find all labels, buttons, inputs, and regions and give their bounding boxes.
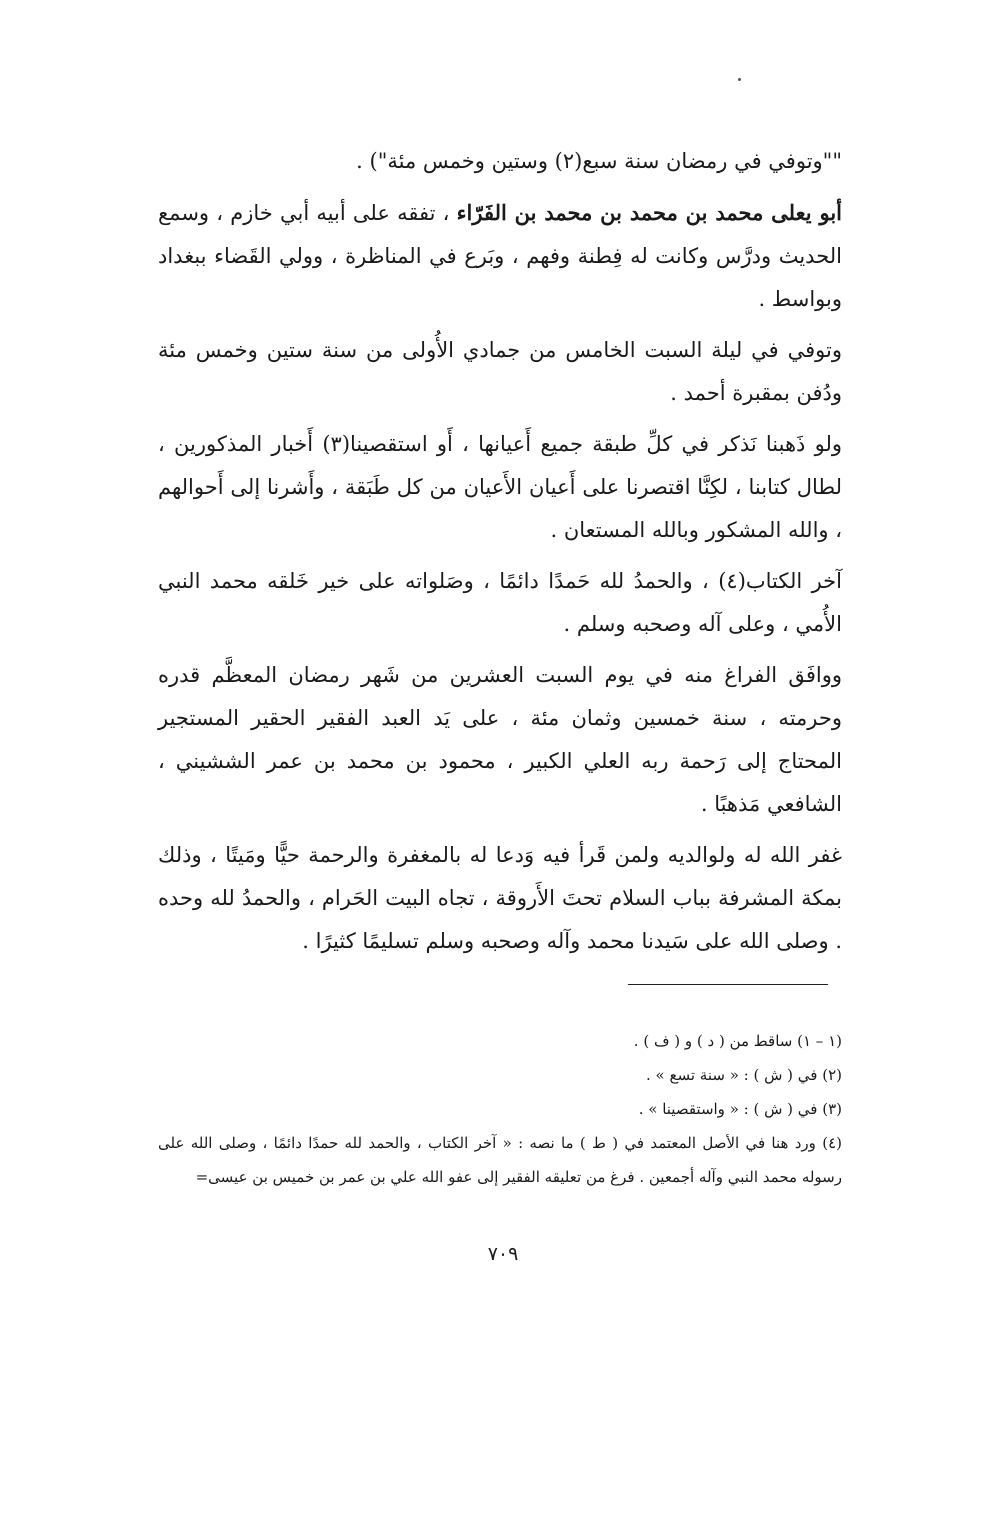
paragraph-1: ""وتوفي في رمضان سنة سبع(٢) وستين وخمس مئة") .	[356, 149, 842, 173]
paragraph-5: آخر الكتاب(٤) ، والحمدُ لله حَمدًا دائمًا ، وصَلواته على خير خَلقه محمد النبي الأُمي ، وعلى آله وصحبه وسلم .	[158, 569, 843, 636]
footnote-3: (٣) في ( ش ) : « واستقصينا » .	[638, 1100, 842, 1118]
footnote-1: (١ – ١) ساقط من ( د ) و ( ف ) .	[633, 1032, 842, 1050]
footnote-4: (٤) ورد هنا في الأصل المعتمد في ( ط ) ما نصه : « آخر الكتاب ، والحمد لله حمدًا دائمًا ، وصلى الله على رسوله محمد النبي وآله أجمعين . فرغ من تعليقه الفقير إلى عفو الله علي بن عمر بن خميس بن عيسى=	[158, 1134, 842, 1186]
footnote-2: (٢) في ( ش ) : « سنة تسع » .	[646, 1066, 842, 1084]
main-text	[158, 140, 842, 971]
footnote-divider	[628, 984, 828, 985]
biography-name: أبو يعلى محمد بن محمد بن محمد بن الفَرّاء	[456, 200, 842, 225]
paragraph-4: ولو ذَهبنا نَذكر في كلِّ طبقة جميع أَعيانها ، أَو استقصينا(٣) أَخبار المذكورين ، لطال كتابنا ، لكِنَّا اقتصرنا على أَعيان الأَعيان من كل طَبَقة ، وأَشرنا إلى أَحوالهم ، والله المشكور وبالله المستعان .	[158, 432, 843, 542]
paragraph-2	[158, 191, 842, 321]
paragraph-2-text: ، تفقه على أبيه أبي خازم ، وسمع الحديث ودرَّس وكانت له فِطنة وفهم ، وبَرع في المناظرة ، وولي القَضاء ببغداد وبواسط .	[158, 201, 842, 311]
scan-speck	[738, 78, 741, 81]
paragraph-3: وتوفي في ليلة السبت الخامس من جمادي الأُولى من سنة ستين وخمس مئة ودُفن بمقبرة أحمد .	[158, 338, 842, 405]
page-number: ٧٠٩	[487, 1243, 519, 1265]
paragraph-6: ووافَق الفراغ منه في يوم السبت العشرين من شَهر رمضان المعظَّم قدره وحرمته ، سنة خمسين وثمان مئة ، على يَد العبد الفقير الحقير المستجير المحتاج إلى رَحمة ربه العلي الكبير ، محمود بن محمد بن عمر الششيني ، الشافعي مَذهبًا .	[158, 663, 842, 816]
paragraph-7: غفر الله له ولوالديه ولمن قَرأ فيه وَدعا له بالمغفرة والرحمة حيًّا ومَيتًا ، وذلك بمكة المشرفة بباب السلام تحتَ الأَروقة ، تجاه البيت الحَرام ، والحمدُ لله وحده . وصلى الله على سَيدنا محمد وآله وصحبه وسلم تسليمًا كثيرًا .	[158, 843, 842, 953]
footnotes	[158, 1024, 842, 1194]
